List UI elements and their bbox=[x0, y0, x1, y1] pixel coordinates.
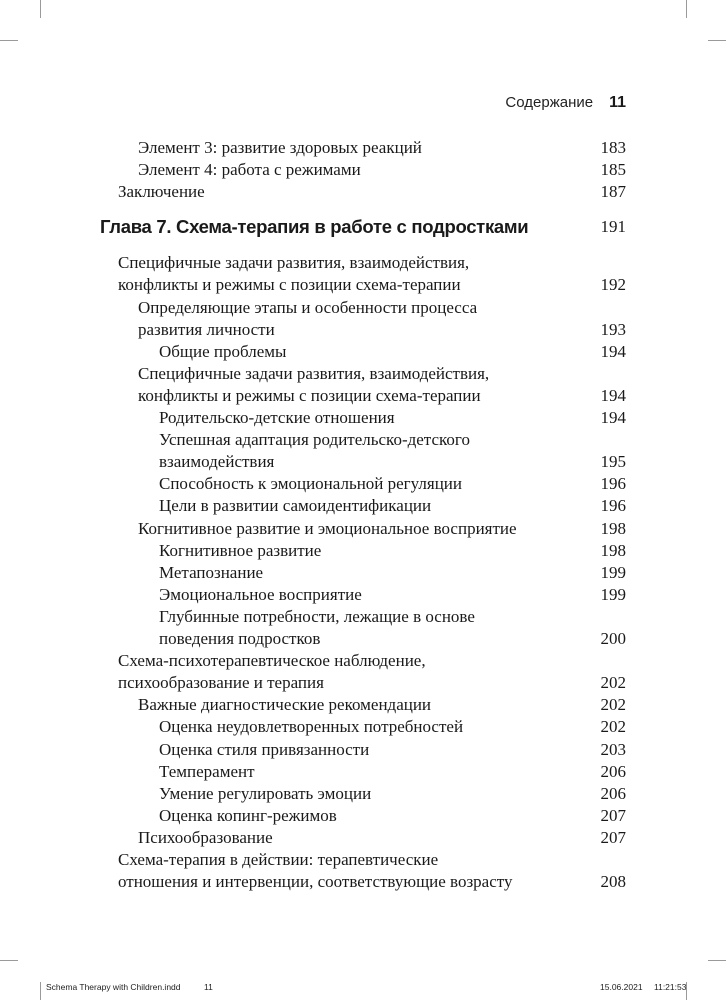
toc-entry-title: Способность к эмоциональной регуляции bbox=[159, 474, 463, 494]
toc-entry-title: Специфичные задачи развития, взаимодействия, bbox=[138, 363, 490, 383]
toc-entry-title: Психообразование bbox=[138, 827, 273, 847]
toc-entry-page-number: 203 bbox=[600, 739, 626, 759]
toc-entry-title: Специфичные задачи развития, взаимодействия, bbox=[118, 253, 470, 273]
toc-entry bbox=[0, 137, 626, 159]
toc-entry bbox=[0, 694, 626, 716]
toc-entry-page-number: 198 bbox=[600, 518, 626, 538]
toc-entry bbox=[0, 783, 626, 805]
crop-mark-left-top bbox=[0, 40, 18, 41]
toc-entry-title: взаимодействия bbox=[159, 452, 275, 472]
toc-entry-page-number: 202 bbox=[600, 717, 626, 737]
toc-entry-title: Родительско-детские отношения bbox=[159, 408, 395, 427]
toc-entry-page-number: 199 bbox=[600, 584, 626, 604]
running-header-page-number: 11 bbox=[609, 94, 626, 111]
toc-entry-page-number: 194 bbox=[600, 385, 626, 405]
toc-entry-page-number: 196 bbox=[600, 474, 626, 494]
toc-entry-title: Элемент 3: развитие здоровых реакций bbox=[138, 138, 422, 157]
toc-entry bbox=[0, 716, 626, 738]
toc-entry-title: Когнитивное развитие bbox=[159, 540, 322, 560]
print-slug bbox=[0, 982, 726, 998]
toc-entry-page-number: 193 bbox=[600, 319, 626, 339]
toc-entry-title: конфликты и режимы с позиции схема-терапии bbox=[118, 275, 461, 295]
toc-entry bbox=[0, 871, 626, 893]
running-header bbox=[505, 94, 626, 112]
toc-entry bbox=[0, 341, 626, 363]
toc-entry-title: поведения подростков bbox=[159, 629, 321, 648]
toc-chapter-heading bbox=[0, 216, 626, 238]
toc-entry-title: Общие проблемы bbox=[159, 341, 287, 361]
toc-entry-page-number: 206 bbox=[600, 783, 626, 803]
toc-entry bbox=[0, 562, 626, 584]
toc-entry bbox=[0, 805, 626, 827]
toc-entry-title: Оценка неудовлетворенных потребностей bbox=[159, 717, 464, 737]
toc-entry-page-number: 202 bbox=[600, 673, 626, 693]
crop-mark-right-bottom bbox=[708, 960, 726, 961]
toc-entry bbox=[0, 827, 626, 849]
toc-entry bbox=[0, 363, 626, 385]
toc-entry-title: Умение регулировать эмоции bbox=[159, 783, 372, 803]
toc-entry-page-number: 198 bbox=[600, 540, 626, 560]
toc-entry-title: Элемент 4: работа с режимами bbox=[138, 160, 361, 180]
toc-entry-page-number: 192 bbox=[600, 275, 626, 295]
toc-entry-page-number: 199 bbox=[600, 562, 626, 582]
toc-entry bbox=[0, 297, 626, 319]
toc-entry bbox=[0, 540, 626, 562]
toc-entry-page-number: 202 bbox=[600, 695, 626, 715]
toc-entry-title: Эмоциональное восприятие bbox=[159, 584, 362, 604]
toc-entry-title: Цели в развитии самоидентификации bbox=[159, 496, 432, 516]
toc-entry-page-number: 207 bbox=[600, 805, 626, 825]
toc-entry-page-number: 185 bbox=[600, 160, 626, 180]
toc-entry bbox=[0, 473, 626, 495]
toc-entry bbox=[0, 606, 626, 628]
toc-entry-title: Когнитивное развитие и эмоциональное восприятие bbox=[138, 518, 517, 538]
running-header-title: Содержание bbox=[505, 94, 594, 111]
slug-page: 11 bbox=[204, 982, 213, 992]
toc-entry bbox=[0, 252, 626, 274]
toc-entry-page-number: 187 bbox=[600, 182, 626, 202]
toc-entry-title: Схема-терапия в действии: терапевтические bbox=[118, 850, 439, 869]
toc-entry bbox=[0, 849, 626, 871]
toc-entry bbox=[0, 628, 626, 650]
toc-entry-title: развития личности bbox=[138, 319, 275, 339]
toc-entry-title: Оценка копинг-режимов bbox=[159, 805, 337, 825]
toc-entry-title: отношения и интервенции, соответствующие возрасту bbox=[118, 872, 513, 892]
toc-entry-title: Оценка стиля привязанности bbox=[159, 739, 370, 759]
toc-entry-page-number: 208 bbox=[600, 872, 626, 892]
toc-entry bbox=[0, 650, 626, 672]
crop-mark-right-top bbox=[708, 40, 726, 41]
slug-date: 15.06.2021 bbox=[600, 982, 643, 992]
toc-entry bbox=[0, 518, 626, 540]
toc-entry bbox=[0, 181, 626, 203]
toc-entry-title: Определяющие этапы и особенности процесса bbox=[138, 297, 478, 317]
toc-entry bbox=[0, 407, 626, 429]
toc-entry-page-number: 207 bbox=[600, 827, 626, 847]
slug-file-name: Schema Therapy with Children.indd bbox=[46, 982, 181, 992]
toc-entry bbox=[0, 495, 626, 517]
toc-entry bbox=[0, 385, 626, 407]
toc-entry bbox=[0, 159, 626, 181]
crop-mark-top-right bbox=[686, 0, 687, 18]
toc-entry-title: конфликты и режимы с позиции схема-терапии bbox=[138, 385, 481, 405]
toc-entry bbox=[0, 451, 626, 473]
toc-entry-title: Заключение bbox=[118, 182, 205, 202]
toc-entry bbox=[0, 672, 626, 694]
toc-entry-page-number: 194 bbox=[600, 341, 626, 361]
slug-time: 11:21:53 bbox=[654, 982, 687, 992]
toc-entry-page-number: 191 bbox=[600, 217, 626, 237]
crop-mark-top-left bbox=[40, 0, 41, 18]
toc-entry bbox=[0, 429, 626, 451]
toc-entry-page-number: 206 bbox=[600, 761, 626, 781]
toc-entry bbox=[0, 319, 626, 341]
toc-entry bbox=[0, 584, 626, 606]
toc-entry-title: Глава 7. Схема-терапия в работе с подростками bbox=[100, 216, 529, 238]
toc-entry-title: Метапознание bbox=[159, 562, 264, 582]
toc-entry-title: психообразование и терапия bbox=[118, 673, 324, 693]
toc-entry bbox=[0, 761, 626, 783]
toc-entry-title: Глубинные потребности, лежащие в основе bbox=[159, 606, 475, 626]
toc-entry-page-number: 200 bbox=[600, 629, 626, 648]
toc-entry-page-number: 196 bbox=[600, 496, 626, 516]
toc-entry bbox=[0, 739, 626, 761]
toc-entry-page-number: 195 bbox=[600, 452, 626, 472]
toc-entry-page-number: 183 bbox=[600, 138, 626, 157]
toc-entry-title: Схема-психотерапевтическое наблюдение, bbox=[118, 651, 426, 671]
crop-mark-left-bottom bbox=[0, 960, 18, 961]
toc-entry bbox=[0, 274, 626, 296]
toc-entry-page-number: 194 bbox=[600, 408, 626, 427]
toc-entry-title: Важные диагностические рекомендации bbox=[138, 695, 432, 715]
toc-entry-title: Темперамент bbox=[159, 761, 255, 781]
toc-entry-title: Успешная адаптация родительско-детского bbox=[159, 430, 470, 450]
